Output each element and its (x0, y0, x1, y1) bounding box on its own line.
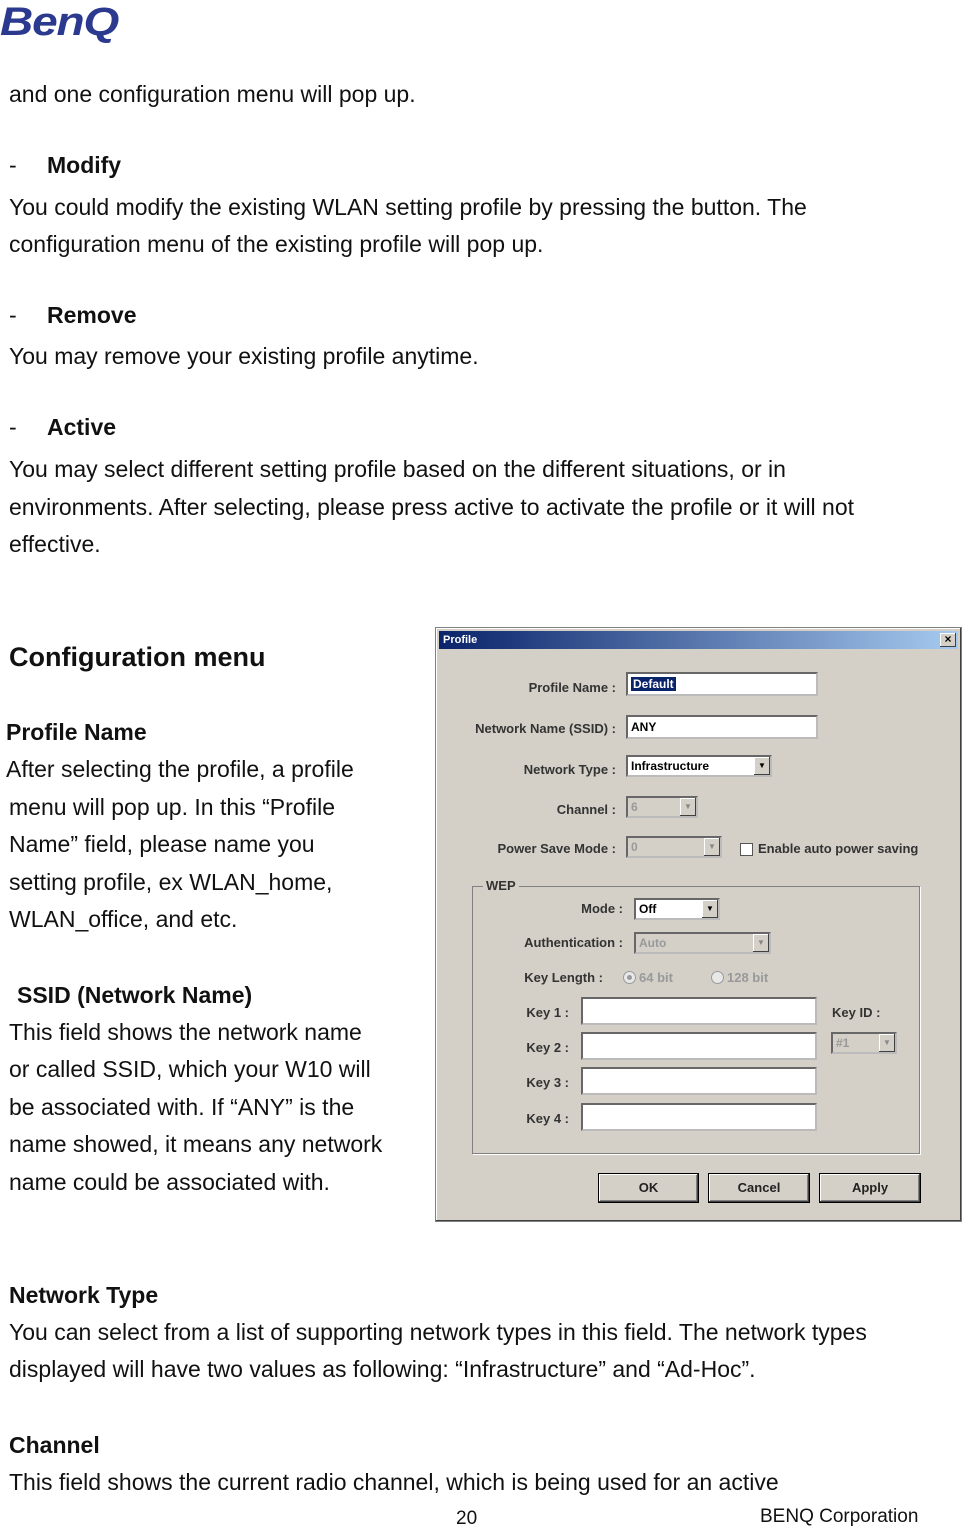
profile-name-input[interactable] (626, 672, 818, 696)
cancel-button[interactable]: Cancel (708, 1173, 810, 1203)
ssid-line-1: This field shows the network name (9, 1019, 362, 1045)
config-title: Configuration menu (9, 642, 266, 672)
chevron-down-icon: ▼ (680, 798, 696, 816)
profile-name-value: Default (633, 677, 674, 691)
mode-value: Off (639, 902, 657, 916)
chevron-down-icon: ▼ (879, 1034, 895, 1052)
ssid-line-2: or called SSID, which your W10 will (9, 1056, 371, 1082)
network-type-line-1: You can select from a list of supporting network types in this field. The network types (9, 1319, 867, 1345)
mode-label: Mode : (581, 901, 623, 916)
network-type-line-2: displayed will have two values as following: “Infrastructure” and “Ad-Hoc”. (9, 1356, 756, 1382)
key1-label: Key 1 : (526, 1005, 569, 1020)
key4-label: Key 4 : (526, 1111, 569, 1126)
page-number: 20 (456, 1508, 478, 1529)
key-length-label: Key Length : (524, 970, 603, 985)
network-type-value: Infrastructure (631, 759, 710, 773)
profile-name-line-4: setting profile, ex WLAN_home, (9, 869, 333, 895)
chevron-down-icon: ▼ (753, 934, 769, 952)
chevron-down-icon: ▼ (702, 900, 718, 918)
key-length-128-label: 128 bit (727, 970, 769, 985)
power-save-label: Power Save Mode : (497, 841, 616, 856)
modify-line-2: configuration menu of the existing profile will pop up. (9, 231, 544, 257)
mode-select[interactable] (634, 898, 720, 920)
network-type-select[interactable] (626, 755, 772, 777)
active-line-2: environments. After selecting, please press active to activate the profile or it will not (9, 494, 855, 520)
key2-input[interactable] (581, 1032, 817, 1060)
chevron-down-icon: ▼ (754, 757, 770, 775)
channel-heading: Channel (9, 1432, 100, 1458)
dialog-title: Profile (443, 634, 478, 646)
key-id-label: Key ID : (832, 1005, 881, 1020)
wep-group (472, 878, 920, 1154)
key2-label: Key 2 : (526, 1040, 569, 1055)
channel-line-1: This field shows the current radio channel, which is being used for an active (9, 1469, 779, 1495)
ssid-label: Network Name (SSID) : (475, 721, 616, 736)
ssid-line-3: be associated with. If “ANY” is the (9, 1094, 355, 1120)
ok-button[interactable]: OK (598, 1173, 699, 1203)
modify-line-1: You could modify the existing WLAN setting profile by pressing the button. The (9, 194, 807, 220)
key1-input[interactable] (581, 997, 817, 1025)
power-save-select[interactable] (626, 836, 722, 858)
key-length-64-label: 64 bit (639, 970, 673, 985)
channel-select[interactable] (626, 796, 698, 818)
close-icon[interactable]: × (940, 633, 956, 647)
auth-value: Auto (639, 936, 667, 950)
key3-input[interactable] (581, 1067, 817, 1095)
power-save-value: 0 (631, 840, 638, 854)
auto-power-label: Enable auto power saving (758, 841, 919, 856)
modify-dash: - (9, 152, 17, 178)
remove-line-1: You may remove your existing profile anytime. (9, 343, 479, 369)
dialog-titlebar (439, 631, 958, 649)
active-line-3: effective. (9, 531, 101, 557)
auth-label: Authentication : (524, 935, 623, 950)
ssid-line-4: name showed, it means any network (9, 1131, 383, 1157)
profile-name-line-2: menu will pop up. In this “Profile (9, 794, 335, 820)
key-length-64-radio[interactable] (623, 971, 636, 984)
ssid-line-5: name could be associated with. (9, 1169, 330, 1195)
key-id-select[interactable] (831, 1032, 897, 1054)
profile-name-line-5: WLAN_office, and etc. (9, 906, 238, 932)
profile-dialog (435, 627, 962, 1222)
remove-dash: - (9, 302, 17, 328)
footer-company: BENQ Corporation (760, 1506, 919, 1527)
ssid-input[interactable]: ANY (626, 715, 818, 739)
chevron-down-icon: ▼ (704, 838, 720, 856)
remove-heading: Remove (47, 302, 137, 328)
modify-heading: Modify (47, 152, 122, 178)
auth-select[interactable] (634, 932, 771, 954)
active-dash: - (9, 414, 17, 440)
auto-power-checkbox[interactable] (740, 843, 753, 856)
channel-value: 6 (631, 800, 638, 814)
benq-logo: BenQ (0, 0, 119, 44)
network-type-heading: Network Type (9, 1282, 159, 1308)
profile-name-line-3: Name” field, please name you (9, 831, 315, 857)
profile-name-line-1: After selecting the profile, a profile (6, 756, 354, 782)
key4-input[interactable] (581, 1103, 817, 1131)
profile-name-label: Profile Name : (528, 680, 616, 695)
apply-button[interactable]: Apply (819, 1173, 921, 1203)
ssid-heading: SSID (Network Name) (17, 982, 253, 1008)
intro-text: and one configuration menu will pop up. (9, 81, 416, 107)
channel-label: Channel : (556, 802, 616, 817)
active-heading: Active (47, 414, 117, 440)
key-length-128-radio[interactable] (711, 971, 724, 984)
active-line-1: You may select different setting profile based on the different situations, or in (9, 456, 786, 482)
key3-label: Key 3 : (526, 1075, 569, 1090)
profile-name-heading: Profile Name (6, 719, 147, 745)
network-type-label: Network Type : (523, 762, 616, 777)
wep-group-title: WEP (483, 878, 519, 893)
key-id-value: #1 (836, 1036, 850, 1050)
